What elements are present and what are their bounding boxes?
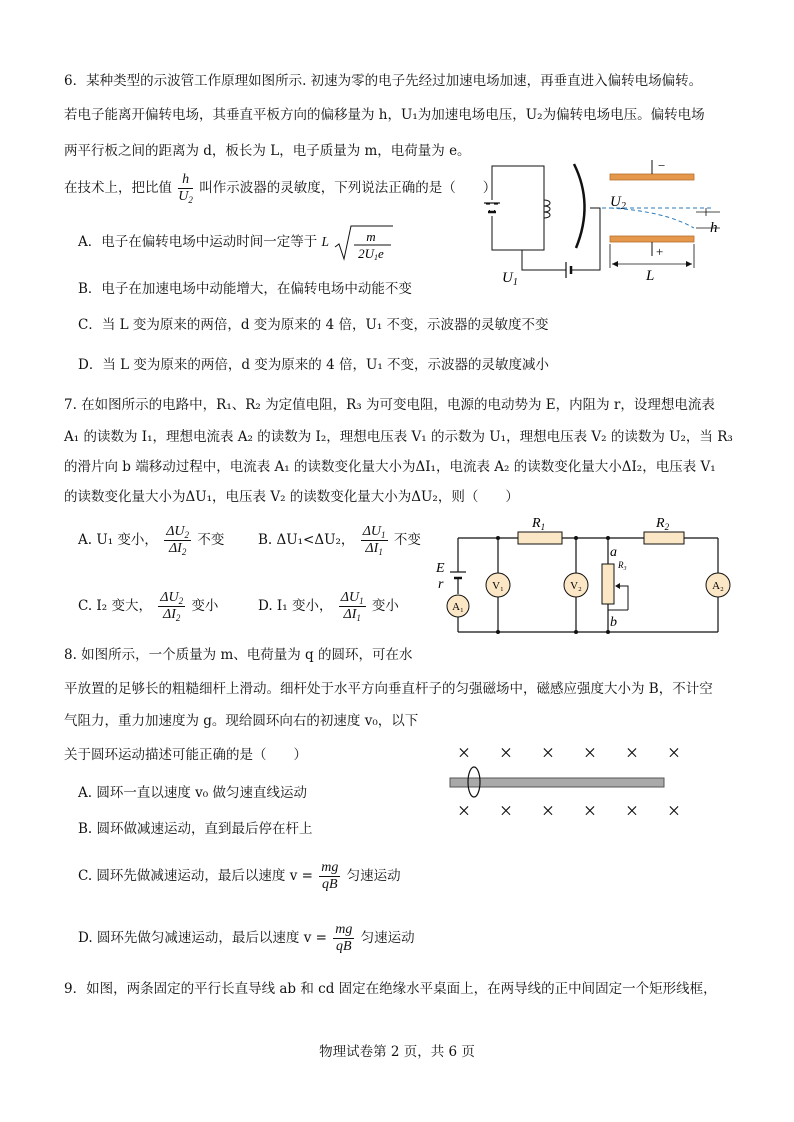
r-label: r [438,577,444,592]
q8-option-d-post: 匀速运动 [360,930,415,946]
sqrt-formula [333,223,395,263]
q8-option-d-pre: D. 圆环先做匀减速运动，最后以速度 v = [78,930,327,946]
a2-label: A₂ [712,580,724,592]
q7-line2: A₁ 的读数为 I₁，理想电流表 A₂ 的读数为 I₂，理想电压表 V₁ 的示数为 U₁，理想电压表 V₂ 的读数为 U₂，当 R₃ [64,429,733,445]
mg-qb-fraction: $\frac{mg}{qB}$ [321,860,339,892]
du2-di2-fraction: $\frac{\Delta U_2}{\Delta I_2}$ [160,590,184,623]
b-label: b [610,615,617,630]
h-label: h [710,220,718,236]
q8-line4: 关于圆环运动描述可能正确的是（ ） [64,747,307,763]
plus-sign: + [656,244,664,259]
du1-di1-fraction: $\frac{\Delta U_1}{\Delta I_1}$ [362,524,386,557]
q6-line4 [64,170,496,206]
du2-di2-fraction: $\frac{\Delta U_2}{\Delta I_2}$ [166,524,190,557]
q8-option-c-post: 匀速运动 [346,868,401,884]
r3-label: R₃ [618,560,627,570]
e-label: E [436,561,445,576]
a1-label: A₁ [452,601,464,613]
v1-label: V₁ [492,580,504,592]
minus-sign: − [658,158,666,173]
svg-text:×: × [625,740,639,765]
svg-text:×: × [457,740,471,765]
q7-option-d [258,586,399,626]
magnetic-field-rod-diagram [440,738,700,828]
q6-line4-pre: 在技术上，把比值 [64,180,172,196]
q7-line1: 7. 在如图所示的电路中，R₁、R₂ 为定值电阻，R₃ 为可变电阻，电源的电动势为 E，内阻为 r，设理想电流表 [64,397,715,413]
svg-text:×: × [499,740,513,765]
r1-label: $R_1$ [532,516,546,532]
svg-text:×: × [667,798,681,823]
q7-option-a-pre: A. U₁ 变小， [78,532,158,548]
svg-text:m: m [366,228,377,244]
page-footer: 物理试卷第 2 页，共 6 页 [319,1044,475,1060]
oscilloscope-diagram [484,156,744,286]
q7-option-b-pre: B. ΔU₁<ΔU₂， [258,532,355,548]
q6-line2: 若电子能离开偏转电场，其垂直平板方向的偏移量为 h，U₁为加速电场电压，U₂为偏转电场电压。偏转电场 [64,107,705,123]
q6-line4-post: 叫作示波器的灵敏度，下列说法正确的是（ ） [199,180,497,196]
q6-line1: 6．某种类型的示波管工作原理如图所示. 初速为零的电子先经过加速电场加速，再垂直进入偏转电场偏转。 [64,73,703,89]
svg-text:×: × [583,740,597,765]
q8-line1: 8. 如图所示，一个质量为 m、电荷量为 q 的圆环，可在水 [64,647,413,663]
q7-line3: 的滑片向 b 端移动过程中，电流表 A₁ 的读数变化量大小为ΔI₁，电流表 A₂ 的读数变化量大小ΔI₂，电压表 V₁ [64,459,716,475]
q6-option-d: D．当 L 变为原来的两倍，d 变为原来的 4 倍，U₁ 不变，示波器的灵敏度减小 [78,357,550,373]
q8-option-c [78,856,401,896]
q7-option-b [258,520,421,560]
a-label: a [610,545,617,560]
circuit-diagram [430,510,740,636]
svg-text:×: × [625,798,639,823]
l-label: L [646,268,655,284]
q9-line1: 9．如图，两条固定的平行长直导线 ab 和 cd 固定在绝缘水平桌面上，在两导线的正中间固定一个矩形线框， [64,981,717,997]
q8-option-a: A. 圆环一直以速度 v₀ 做匀速直线运动 [78,785,307,801]
q7-option-c-pre: C. I₂ 变大， [78,598,152,614]
svg-text:×: × [667,740,681,765]
q8-option-c-pre: C. 圆环先做减速运动，最后以速度 v = [78,868,313,884]
q8-option-b: B. 圆环做减速运动，直到最后停在杆上 [78,821,313,837]
q6-option-a: A．电子在偏转电场中运动时间一定等于 L m 2U1e [78,222,395,262]
svg-text:×: × [541,740,555,765]
svg-text:×: × [583,798,597,823]
sensitivity-fraction: $\frac{h}{U_2}$ [178,172,193,205]
q7-line4: 的读数变化量大小为ΔU₁，电压表 V₂ 的读数变化量大小为ΔU₂，则（ ） [64,489,519,505]
u2-label: $U_2$ [610,194,626,212]
q8-option-d [78,918,415,958]
q6-option-c: C．当 L 变为原来的两倍，d 变为原来的 4 倍，U₁ 不变，示波器的灵敏度不变 [78,317,549,333]
q8-line3: 气阻力，重力加速度为 g。现给圆环向右的初速度 v₀，以下 [64,713,419,729]
q7-option-c [78,586,218,626]
q6-line3: 两平行板之间的距离为 d，板长为 L，电子质量为 m，电荷量为 e。 [64,143,471,159]
q6-option-b: B．电子在加速电场中动能增大，在偏转电场中动能不变 [78,281,412,297]
q7-option-b-post: 不变 [393,532,421,548]
q7-option-a-post: 不变 [197,532,225,548]
q6-option-a-text: A．电子在偏转电场中运动时间一定等于 [78,234,318,250]
v2-label: V₂ [570,580,582,592]
svg-text:×: × [499,798,513,823]
mg-qb-fraction: $\frac{mg}{qB}$ [335,922,353,954]
q8-line2: 平放置的足够长的粗糙细杆上滑动。细杆处于水平方向垂直杆子的匀强磁场中，磁感应强度大小为 B，不计空 [64,681,713,697]
svg-text:2U1e: 2U1e [358,245,385,262]
svg-text:×: × [457,798,471,823]
du1-di1-fraction: $\frac{\Delta U_1}{\Delta I_1}$ [340,590,364,623]
q7-option-d-post: 变小 [371,598,399,614]
q7-option-d-pre: D. I₁ 变小， [258,598,333,614]
u1-label: $U_1$ [502,270,518,286]
r2-label: $R_2$ [656,516,670,532]
q7-option-a [78,520,224,560]
q7-option-c-post: 变小 [191,598,219,614]
svg-text:×: × [541,798,555,823]
